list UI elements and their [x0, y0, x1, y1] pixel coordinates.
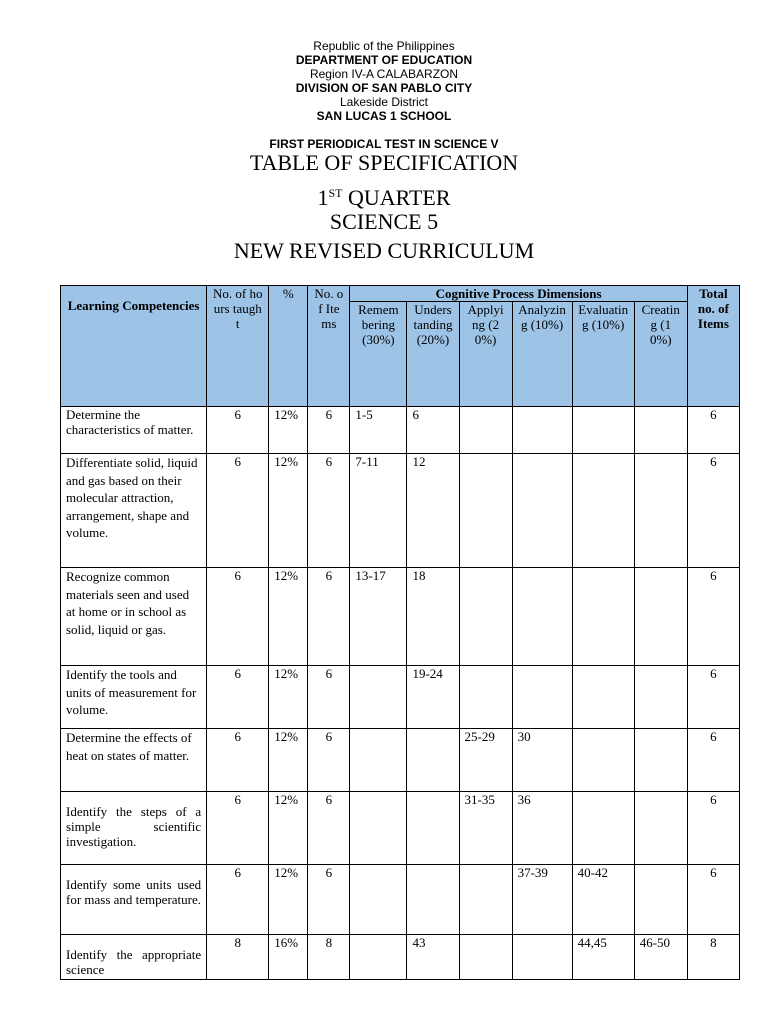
cell-percent: 12%: [269, 407, 308, 454]
cell-evaluating: 44,45: [572, 935, 634, 980]
cell-hours: 6: [207, 666, 269, 729]
header-total: Total no. of Items: [687, 286, 739, 407]
header-percent: %: [269, 286, 308, 407]
cell-understanding: 6: [407, 407, 459, 454]
cell-analyzing: [512, 454, 572, 568]
curriculum-title: NEW REVISED CURRICULUM: [233, 238, 535, 263]
table-row: [61, 865, 740, 935]
quarter-title: [0, 180, 768, 211]
table-row: [61, 666, 740, 729]
cell-competency: Determine the characteristics of matter.: [61, 407, 207, 454]
specification-table: [60, 285, 740, 980]
cell-competency: Identify the tools and units of measurement for volume.: [61, 666, 207, 729]
cell-analyzing: [512, 407, 572, 454]
quarter-superscript: ST: [328, 186, 343, 200]
header-remembering: Remembering (30%): [350, 302, 407, 407]
cell-total: 6: [687, 407, 739, 454]
table-row: [61, 568, 740, 666]
cell-items: 6: [308, 729, 350, 792]
header-analyzing: Analyzing (10%): [512, 302, 572, 407]
cell-percent: 12%: [269, 865, 308, 935]
cell-analyzing: [512, 568, 572, 666]
cell-analyzing: [512, 935, 572, 980]
header-hours: No. of hours taught: [207, 286, 269, 407]
cell-applying: 31-35: [459, 792, 512, 865]
cell-hours: 6: [207, 454, 269, 568]
header-competencies: Learning Competencies: [61, 286, 207, 407]
cell-total: 6: [687, 666, 739, 729]
cell-percent: 12%: [269, 454, 308, 568]
cell-remembering: [350, 792, 407, 865]
cell-understanding: 19-24: [407, 666, 459, 729]
cell-applying: [459, 568, 512, 666]
header-district: Lakeside District: [339, 95, 429, 109]
cell-hours: 6: [207, 407, 269, 454]
cell-creating: 46-50: [634, 935, 687, 980]
cell-applying: 25-29: [459, 729, 512, 792]
cell-evaluating: [572, 792, 634, 865]
cell-applying: [459, 407, 512, 454]
cell-remembering: 13-17: [350, 568, 407, 666]
cell-evaluating: [572, 666, 634, 729]
cell-items: 6: [308, 454, 350, 568]
header-evaluating: Evaluating (10%): [572, 302, 634, 407]
header-department: DEPARTMENT OF EDUCATION: [295, 53, 473, 67]
header-understanding: Understanding (20%): [407, 302, 459, 407]
header-republic: Republic of the Philippines: [313, 39, 455, 53]
cell-hours: 6: [207, 729, 269, 792]
cell-analyzing: 30: [512, 729, 572, 792]
cell-evaluating: 40-42: [572, 865, 634, 935]
cell-remembering: [350, 729, 407, 792]
header-region: Region IV-A CALABARZON: [309, 67, 459, 81]
cell-remembering: 7-11: [350, 454, 407, 568]
cell-competency: Differentiate solid, liquid and gas based on their molecular attraction, arrangement, shape and volume.: [61, 454, 207, 568]
cell-percent: 12%: [269, 666, 308, 729]
cell-items: 6: [308, 865, 350, 935]
cell-items: 6: [308, 666, 350, 729]
cell-applying: [459, 454, 512, 568]
header-school: SAN LUCAS 1 SCHOOL: [316, 109, 452, 123]
header-creating: Creating (10%): [634, 302, 687, 407]
cell-total: 6: [687, 865, 739, 935]
cell-total: 6: [687, 454, 739, 568]
cell-percent: 12%: [269, 568, 308, 666]
cell-remembering: 1-5: [350, 407, 407, 454]
cell-creating: [634, 666, 687, 729]
cell-total: 6: [687, 568, 739, 666]
cell-understanding: 43: [407, 935, 459, 980]
header-items: No. of Items: [308, 286, 350, 407]
cell-hours: 6: [207, 568, 269, 666]
cell-hours: 6: [207, 792, 269, 865]
cell-analyzing: [512, 666, 572, 729]
cell-evaluating: [572, 407, 634, 454]
cell-evaluating: [572, 568, 634, 666]
cell-percent: 12%: [269, 792, 308, 865]
cell-hours: 8: [207, 935, 269, 980]
cell-items: 6: [308, 568, 350, 666]
cell-competency: Identify the appropriate science: [61, 935, 207, 980]
cell-items: 6: [308, 792, 350, 865]
cell-creating: [634, 792, 687, 865]
header-cognitive: Cognitive Process Dimensions: [350, 286, 687, 302]
cell-total: 6: [687, 792, 739, 865]
table-row: [61, 729, 740, 792]
cell-items: 6: [308, 407, 350, 454]
cell-evaluating: [572, 729, 634, 792]
cell-items: 8: [308, 935, 350, 980]
cell-creating: [634, 568, 687, 666]
document-title: TABLE OF SPECIFICATION: [249, 150, 519, 175]
cell-remembering: [350, 865, 407, 935]
quarter-number: 1: [317, 185, 329, 210]
cell-remembering: [350, 935, 407, 980]
cell-analyzing: 36: [512, 792, 572, 865]
cell-competency: Identify the steps of a simple scientific investigation.: [61, 792, 207, 865]
cell-applying: [459, 865, 512, 935]
cell-competency: Identify some units used for mass and temperature.: [61, 865, 207, 935]
header-applying: Applying (20%): [459, 302, 512, 407]
cell-understanding: 12: [407, 454, 459, 568]
cell-understanding: [407, 729, 459, 792]
cell-understanding: 18: [407, 568, 459, 666]
cell-analyzing: 37-39: [512, 865, 572, 935]
table-row: [61, 407, 740, 454]
cell-total: 6: [687, 729, 739, 792]
cell-competency: Recognize common materials seen and used at home or in school as solid, liquid or gas.: [61, 568, 207, 666]
quarter-word: QUARTER: [342, 185, 451, 210]
cell-hours: 6: [207, 865, 269, 935]
cell-creating: [634, 865, 687, 935]
cell-understanding: [407, 865, 459, 935]
test-title: FIRST PERIODICAL TEST IN SCIENCE V: [269, 137, 499, 151]
cell-percent: 12%: [269, 729, 308, 792]
cell-evaluating: [572, 454, 634, 568]
table-row: [61, 454, 740, 568]
cell-percent: 16%: [269, 935, 308, 980]
table-row: [61, 935, 740, 980]
subject-title: SCIENCE 5: [329, 209, 439, 234]
table-row: [61, 792, 740, 865]
cell-creating: [634, 454, 687, 568]
cell-creating: [634, 729, 687, 792]
header-division: DIVISION OF SAN PABLO CITY: [295, 81, 473, 95]
cell-total: 8: [687, 935, 739, 980]
cell-understanding: [407, 792, 459, 865]
cell-creating: [634, 407, 687, 454]
cell-remembering: [350, 666, 407, 729]
cell-competency: Determine the effects of heat on states of matter.: [61, 729, 207, 792]
cell-applying: [459, 935, 512, 980]
cell-applying: [459, 666, 512, 729]
